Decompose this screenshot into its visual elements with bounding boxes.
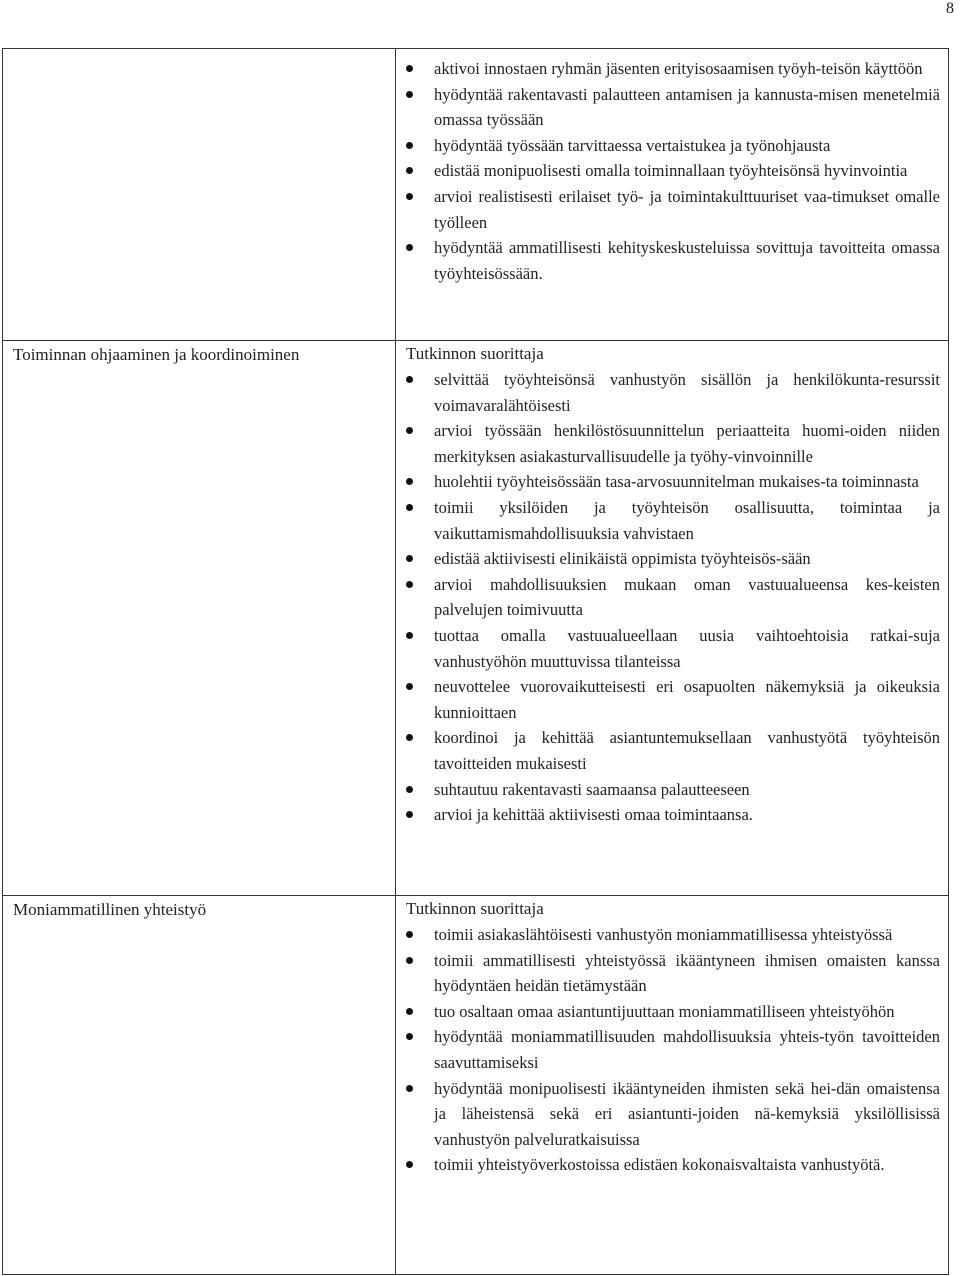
area-title: Toiminnan ohjaaminen ja koordinoiminen: [13, 345, 300, 364]
bullet-icon: [406, 581, 413, 588]
bullet-icon: [406, 811, 413, 818]
criteria-item: [406, 948, 940, 999]
table-row: [3, 341, 949, 896]
criteria-item: [406, 56, 940, 82]
criteria-item: [406, 1076, 940, 1153]
bullet-icon: [406, 376, 413, 383]
criteria-text: toimii ammatillisesti yhteistyössä ikääntyneen ihmisen omaisten kanssa hyödyntäen heidän tietämystään: [434, 950, 940, 996]
bullet-icon: [406, 1161, 413, 1168]
bullet-icon: [406, 478, 413, 485]
criteria-list: [406, 922, 940, 1178]
bullet-icon: [406, 1033, 413, 1040]
criteria-list: [406, 367, 940, 828]
criteria-item: [406, 572, 940, 623]
bullet-icon: [406, 91, 413, 98]
criteria-item: [406, 158, 940, 184]
bullet-icon: [406, 1008, 413, 1015]
bullet-icon: [406, 244, 413, 251]
criteria-text: arvioi mahdollisuuksien mukaan oman vastuualueensa kes-keisten palvelujen toimivuutta: [434, 574, 940, 620]
criteria-text: huolehtii työyhteisössään tasa-arvosuunnitelman mukaises-ta toiminnasta: [434, 472, 919, 492]
bullet-icon: [406, 193, 413, 200]
area-title: Moniammatillinen yhteistyö: [13, 900, 207, 919]
criteria-cell: [396, 341, 949, 896]
criteria-text: tuo osaltaan omaa asiantuntijuuttaan moniammatilliseen yhteistyöhön: [434, 1001, 895, 1021]
criteria-item: [406, 725, 940, 776]
criteria-text: koordinoi ja kehittää asiantuntemuksellaan vanhustyötä työyhteisön tavoitteiden mukaisesti: [434, 728, 940, 773]
criteria-text: arvioi ja kehittää aktiivisesti omaa toimintaansa.: [434, 805, 753, 825]
criteria-text: suhtautuu rakentavasti saamaansa palautteeseen: [434, 779, 750, 799]
criteria-item: [406, 418, 940, 469]
bullet-icon: [406, 957, 413, 964]
bullet-icon: [406, 786, 413, 793]
bullet-icon: [406, 734, 413, 741]
criteria-list: [406, 56, 940, 286]
criteria-item: [406, 1152, 940, 1178]
bullet-icon: [406, 632, 413, 639]
criteria-text: hyödyntää moniammatillisuuden mahdollisuuksia yhteis-työn tavoitteiden saavuttamiseksi: [434, 1027, 940, 1072]
criteria-item: [406, 1024, 940, 1075]
criteria-item: [406, 235, 940, 286]
section-lead: Tutkinnon suorittaja: [406, 344, 544, 363]
criteria-item: [406, 546, 940, 572]
criteria-text: hyödyntää rakentavasti palautteen antamisen ja kannusta-misen menetelmiä omassa työssään: [434, 84, 940, 130]
criteria-text: arvioi realistisesti erilaiset työ- ja toimintakulttuuriset vaa-timukset omalle työlleen: [434, 186, 940, 232]
bullet-icon: [406, 1085, 413, 1092]
criteria-item: [406, 184, 940, 235]
bullet-icon: [406, 504, 413, 511]
criteria-text: edistää aktiivisesti elinikäistä oppimista työyhteisös-sään: [434, 549, 811, 569]
criteria-text: selvittää työyhteisönsä vanhustyön sisällön ja henkilökunta-resurssit voimavaralähtöisesti: [434, 370, 940, 415]
criteria-item: [406, 922, 940, 948]
criteria-text: edistää monipuolisesti omalla toiminnallaan työyhteisönsä hyvinvointia: [434, 161, 908, 181]
area-title: [3, 49, 395, 50]
criteria-text: toimii yhteistyöverkostoissa edistäen kokonaisvaltaista vanhustyötä.: [434, 1155, 885, 1175]
criteria-item: [406, 495, 940, 546]
area-cell: [3, 49, 396, 341]
criteria-cell: [396, 49, 949, 341]
criteria-item: [406, 674, 940, 725]
criteria-item: [406, 802, 940, 828]
criteria-item: [406, 623, 940, 674]
bullet-icon: [406, 142, 413, 149]
criteria-text: hyödyntää työssään tarvittaessa vertaistukea ja työnohjausta: [434, 135, 831, 155]
criteria-item: [406, 999, 940, 1025]
criteria-text: neuvottelee vuorovaikutteisesti eri osapuolten näkemyksiä ja oikeuksia kunnioittaen: [434, 677, 940, 722]
bullet-icon: [406, 427, 413, 434]
criteria-item: [406, 133, 940, 159]
area-cell: [3, 896, 396, 1275]
criteria-item: [406, 777, 940, 803]
criteria-text: arvioi työssään henkilöstösuunnittelun periaatteita huomi-oiden niiden merkityksen asiakasturvallisuudelle ja työhy-vinvoinnille: [434, 421, 940, 466]
bullet-icon: [406, 931, 413, 938]
criteria-text: toimii asiakaslähtöisesti vanhustyön moniammatillisessa yhteistyössä: [434, 925, 893, 944]
section-lead: Tutkinnon suorittaja: [406, 899, 544, 918]
criteria-item: [406, 82, 940, 133]
bullet-icon: [406, 555, 413, 562]
bullet-icon: [406, 683, 413, 690]
bullet-icon: [406, 65, 413, 72]
table-row: [3, 896, 949, 1275]
criteria-cell: [396, 896, 949, 1275]
page-number: 8: [946, 0, 954, 17]
criteria-text: tuottaa omalla vastuualueellaan uusia vaihtoehtoisia ratkai-suja vanhustyöhön muuttuvissa tilanteissa: [434, 625, 940, 671]
area-cell: [3, 341, 396, 896]
criteria-text: toimii yksilöiden ja työyhteisön osallisuutta, toimintaa ja vaikuttamismahdollisuuksia vahvistaen: [434, 497, 940, 543]
criteria-text: hyödyntää monipuolisesti ikääntyneiden ihmisten sekä hei-dän omaistensa ja läheistensä sekä eri asiantunti-joiden nä-kemyksiä yksilöllisissä vanhustyön palveluratkaisuissa: [434, 1078, 940, 1149]
criteria-table: [2, 48, 949, 1275]
criteria-text: hyödyntää ammatillisesti kehityskeskusteluissa sovittuja tavoitteita omassa työyhteisössään.: [434, 238, 940, 283]
bullet-icon: [406, 167, 413, 174]
table-row: [3, 49, 949, 341]
criteria-item: [406, 367, 940, 418]
criteria-item: [406, 469, 940, 495]
criteria-text: aktivoi innostaen ryhmän jäsenten erityisosaamisen työyh-teisön käyttöön: [434, 59, 923, 78]
